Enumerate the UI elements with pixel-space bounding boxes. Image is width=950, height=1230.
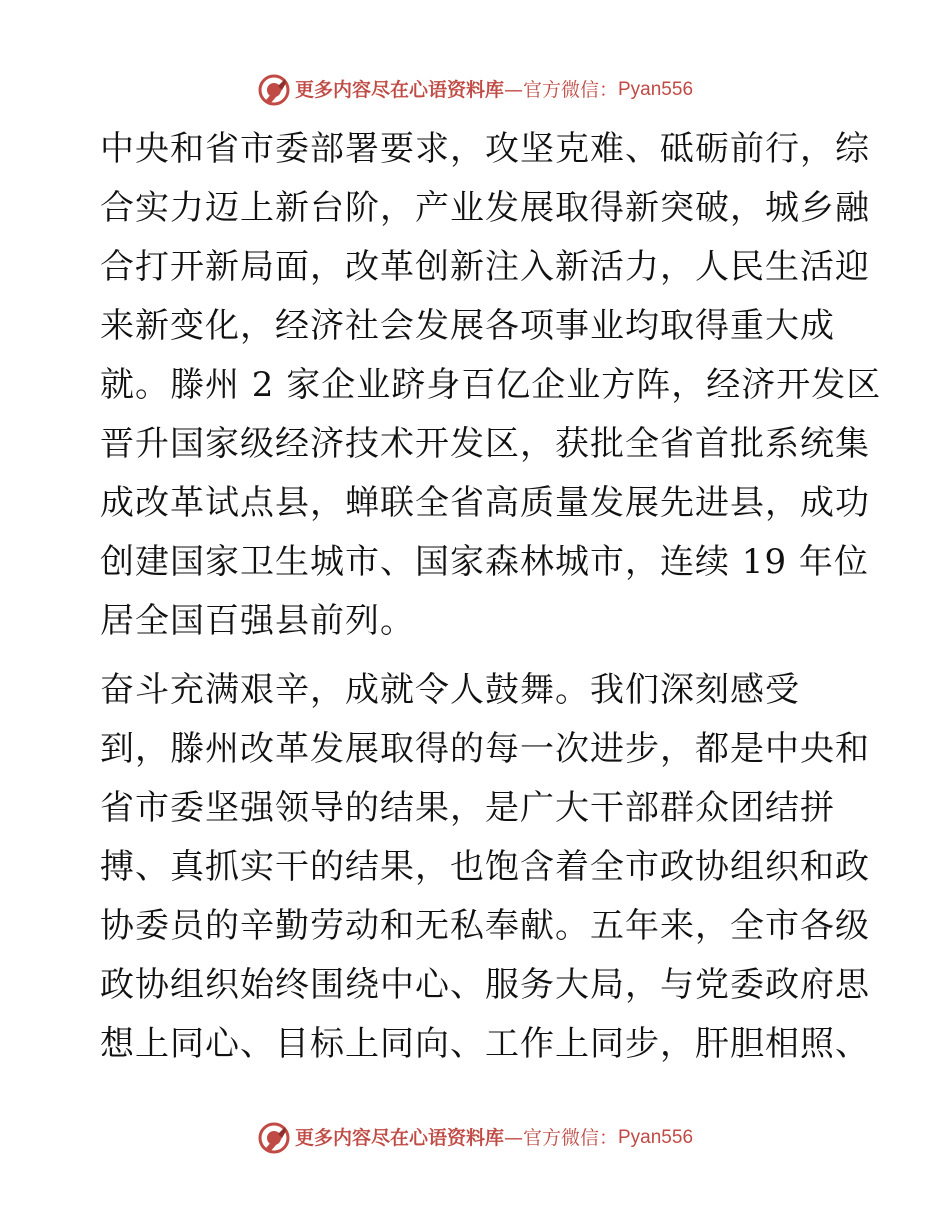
text-line: 奋斗充满艰辛，成就令人鼓舞。我们深刻感受 [100,670,800,710]
text-line: 搏、真抓实干的结果，也饱含着全市政协组织和政 [100,847,870,887]
text-line: 合打开新局面，改革创新注入新活力，人民生活迎 [100,247,870,287]
footer-wechat-label: 官方微信： [522,1127,618,1149]
text-line: 政协组织始终围绕中心、服务大局，与党委政府思 [100,965,870,1005]
footer-wechat-id: Pyan556 [618,1127,694,1148]
header-banner [0,70,950,110]
text-line: 创建国家卫生城市、国家森林城市，连续 19 年位 [100,542,869,582]
footer-brand-text: 更多内容尽在心语资料库 [294,1127,504,1149]
text-line: 省市委坚强领导的结果，是广大干部群众团结拼 [100,788,835,828]
footer-banner [0,1118,950,1158]
text-line: 协委员的辛勤劳动和无私奉献。五年来，全市各级 [100,906,870,946]
pen-nib-logo-icon [257,73,291,107]
document-body [100,120,882,1074]
paragraph-1 [100,120,882,651]
text-line: 来新变化，经济社会发展各项事业均取得重大成 [100,306,835,346]
header-separator: — [503,79,523,101]
header-wechat-id: Pyan556 [618,79,694,100]
header-brand-text: 更多内容尽在心语资料库 [294,79,504,101]
paragraph-2 [100,661,870,1074]
text-line: 到，滕州改革发展取得的每一次进步，都是中央和 [100,729,870,769]
text-line: 晋升国家级经济技术开发区，获批全省首批系统集 [100,424,870,464]
text-line: 中央和省市委部署要求，攻坚克难、砥砺前行，综 [100,129,870,169]
footer-separator: — [503,1127,523,1149]
pen-nib-logo-icon [257,1121,291,1155]
text-line: 想上同心、目标上同向、工作上同步，肝胆相照、 [100,1024,870,1064]
text-line: 就。滕州 2 家企业跻身百亿企业方阵，经济开发区 [100,365,882,405]
text-line: 合实力迈上新台阶，产业发展取得新突破，城乡融 [100,188,870,228]
text-line: 成改革试点县，蝉联全省高质量发展先进县，成功 [100,483,870,523]
header-wechat-label: 官方微信： [522,79,618,101]
text-line: 居全国百强县前列。 [100,601,415,641]
